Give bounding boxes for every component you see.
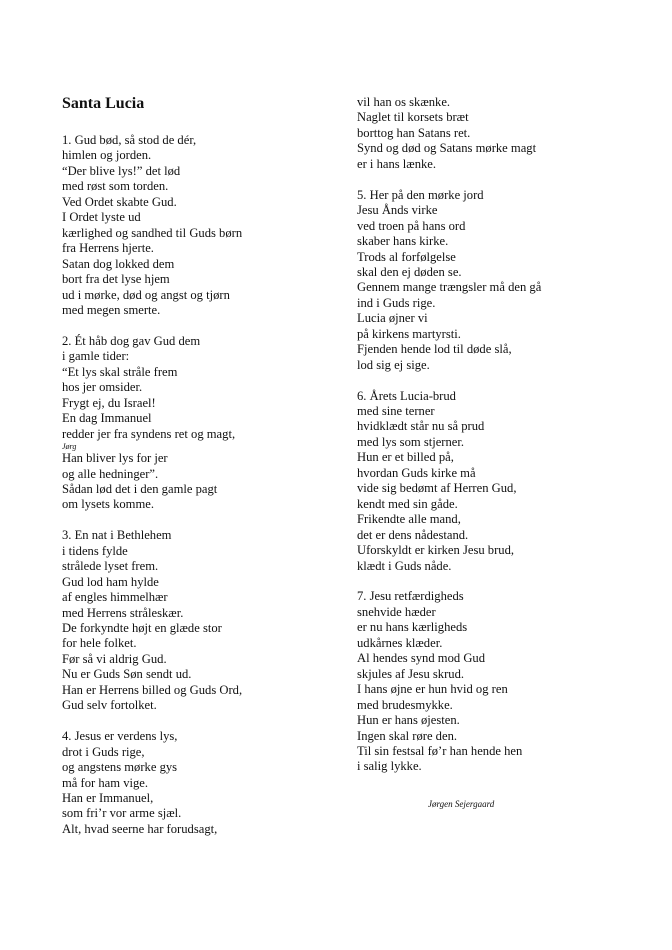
poem-line: ved troen på hans ord: [357, 218, 466, 233]
poem-line: I Ordet lyste ud: [62, 210, 141, 225]
poem-line: Fjenden hende lod til døde slå,: [357, 342, 512, 357]
poem-line: 3. En nat i Bethlehem: [62, 528, 172, 543]
poem-line: De forkyndte højt en glæde stor: [62, 621, 222, 636]
poem-line: udkårnes klæder.: [357, 635, 443, 650]
poem-line: Før så vi aldrig Gud.: [62, 651, 167, 666]
stanza-gap: [62, 318, 332, 333]
stanza-gap: [357, 172, 637, 187]
poem-line: Satan dog lokked dem: [62, 256, 175, 271]
poem-line: Gud selv fortolket.: [62, 698, 157, 713]
right-column: [357, 95, 637, 775]
poem-line: skal den ej døden se.: [357, 264, 462, 279]
poem-line: Nu er Guds Søn sendt ud.: [62, 667, 192, 682]
poem-line: med brudesmykke.: [357, 697, 453, 712]
poem-line: Frygt ej, du Israel!: [62, 395, 156, 410]
poem-line: og alle hedninger”.: [62, 466, 159, 481]
poem-line: kærlighed og sandhed til Guds børn: [62, 225, 243, 240]
poem-line: i salig lykke.: [357, 759, 422, 774]
poem-line: Han er Immanuel,: [62, 790, 154, 805]
poem-line: Hun er et billed på,: [357, 450, 454, 465]
poem-line: drot i Guds rige,: [62, 744, 145, 759]
poem-line: på kirkens martyrsti.: [357, 326, 461, 341]
poem-line: snehvide hæder: [357, 604, 436, 619]
poem-line: af engles himmelhær: [62, 590, 168, 605]
poem-line: Uforskyldt er kirken Jesu brud,: [357, 543, 515, 558]
poem-line: 2. Ét håb dog gav Gud dem: [62, 333, 201, 348]
poem-line: Jesu Ånds virke: [357, 203, 438, 218]
poem-line: klædt i Guds nåde.: [357, 558, 452, 573]
stanza-gap: [62, 513, 332, 528]
poem-line: Frikendte alle mand,: [357, 512, 461, 527]
poem-line: En dag Immanuel: [62, 411, 152, 426]
poem-line: som fri’r vor arme sjæl.: [62, 806, 182, 821]
poem-line: strålede lyset frem.: [62, 559, 159, 574]
poem-line: Han bliver lys for jer: [62, 451, 168, 466]
poem-line: 7. Jesu retfærdigheds: [357, 589, 464, 604]
stanza-gap: [62, 714, 332, 729]
poem-line: Ingen skal røre den.: [357, 728, 458, 743]
poem-line: Alt, hvad seerne har forudsagt,: [62, 821, 218, 836]
poem-line: Gennem mange trængsler må den gå: [357, 280, 542, 295]
poem-line: 5. Her på den mørke jord: [357, 187, 484, 202]
poem-line: vil han os skænke.: [357, 95, 451, 109]
poem-line: det er dens nådestand.: [357, 527, 469, 542]
poem-line: hvidklædt står nu så prud: [357, 419, 485, 434]
poem-line: med megen smerte.: [62, 302, 161, 317]
poem-line: Hun er hans øjesten.: [357, 713, 460, 728]
poem-line: for hele folket.: [62, 636, 137, 651]
poem-line: Trods al forfølgelse: [357, 249, 456, 264]
poem-line: Ved Ordet skabte Gud.: [62, 194, 177, 209]
poem-line: med sine terner: [357, 404, 435, 419]
poem-line: bort fra det lyse hjem: [62, 272, 170, 287]
poem-line: Al hendes synd mod Gud: [357, 651, 486, 666]
poem-line: må for ham vige.: [62, 775, 149, 790]
poem-line: Lucia øjner vi: [357, 311, 428, 326]
poem-line: 4. Jesus er verdens lys,: [62, 729, 178, 744]
poem-line: vide sig bedømt af Herren Gud,: [357, 481, 517, 496]
poem-line: ud i mørke, død og angst og tjørn: [62, 287, 230, 302]
poem-line: i gamle tider:: [62, 349, 130, 364]
poem-line: med Herrens stråleskær.: [62, 605, 184, 620]
margin-note: Jørg: [62, 442, 77, 452]
poem-line: Han er Herrens billed og Guds Ord,: [62, 682, 243, 697]
stanza-gap: [357, 373, 637, 388]
poem-line: redder jer fra syndens ret og magt,: [62, 426, 236, 441]
poem-title: Santa Lucia: [62, 95, 145, 112]
poem-line: I hans øjne er hun hvid og ren: [357, 682, 508, 697]
poem-line: lod sig ej sige.: [357, 357, 430, 372]
poem-line: med røst som torden.: [62, 179, 169, 194]
poem-line: kendt med sin gåde.: [357, 496, 458, 511]
poem-line: “Et lys skal stråle frem: [62, 364, 178, 379]
poem-line: Til sin festsal fø’r han hende hen: [357, 743, 523, 758]
poem-line: Gud lod ham hylde: [62, 574, 159, 589]
poem-line: er i hans lænke.: [357, 156, 437, 171]
poem-line: 1. Gud bød, så stod de dér,: [62, 133, 197, 147]
poem-line: og angstens mørke gys: [62, 760, 178, 775]
poem-line: med lys som stjerner.: [357, 434, 465, 449]
poem-line: hos jer omsider.: [62, 380, 143, 395]
poem-line: borttog han Satans ret.: [357, 125, 471, 140]
poem-line: himlen og jorden.: [62, 148, 152, 163]
left-column: [62, 133, 332, 837]
poem-line: skaber hans kirke.: [357, 234, 449, 249]
poem-line: 6. Årets Lucia-brud: [357, 388, 456, 403]
poem-line: Naglet til korsets bræt: [357, 110, 469, 125]
stanza-gap: [357, 574, 637, 589]
poem-line: i tidens fylde: [62, 543, 128, 558]
poem-line: fra Herrens hjerte.: [62, 241, 154, 256]
author-signature: Jørgen Sejergaard: [428, 799, 495, 809]
poem-line: er nu hans kærligheds: [357, 620, 468, 635]
poem-line: “Der blive lys!” det lød: [62, 163, 181, 178]
poem-line: om lysets komme.: [62, 497, 154, 512]
poem-line: ind i Guds rige.: [357, 295, 436, 310]
poem-line: Sådan lød det i den gamle pagt: [62, 481, 218, 496]
poem-line: Synd og død og Satans mørke magt: [357, 141, 537, 156]
poem-line: hvordan Guds kirke må: [357, 465, 476, 480]
poem-line: skjules af Jesu skrud.: [357, 666, 465, 681]
